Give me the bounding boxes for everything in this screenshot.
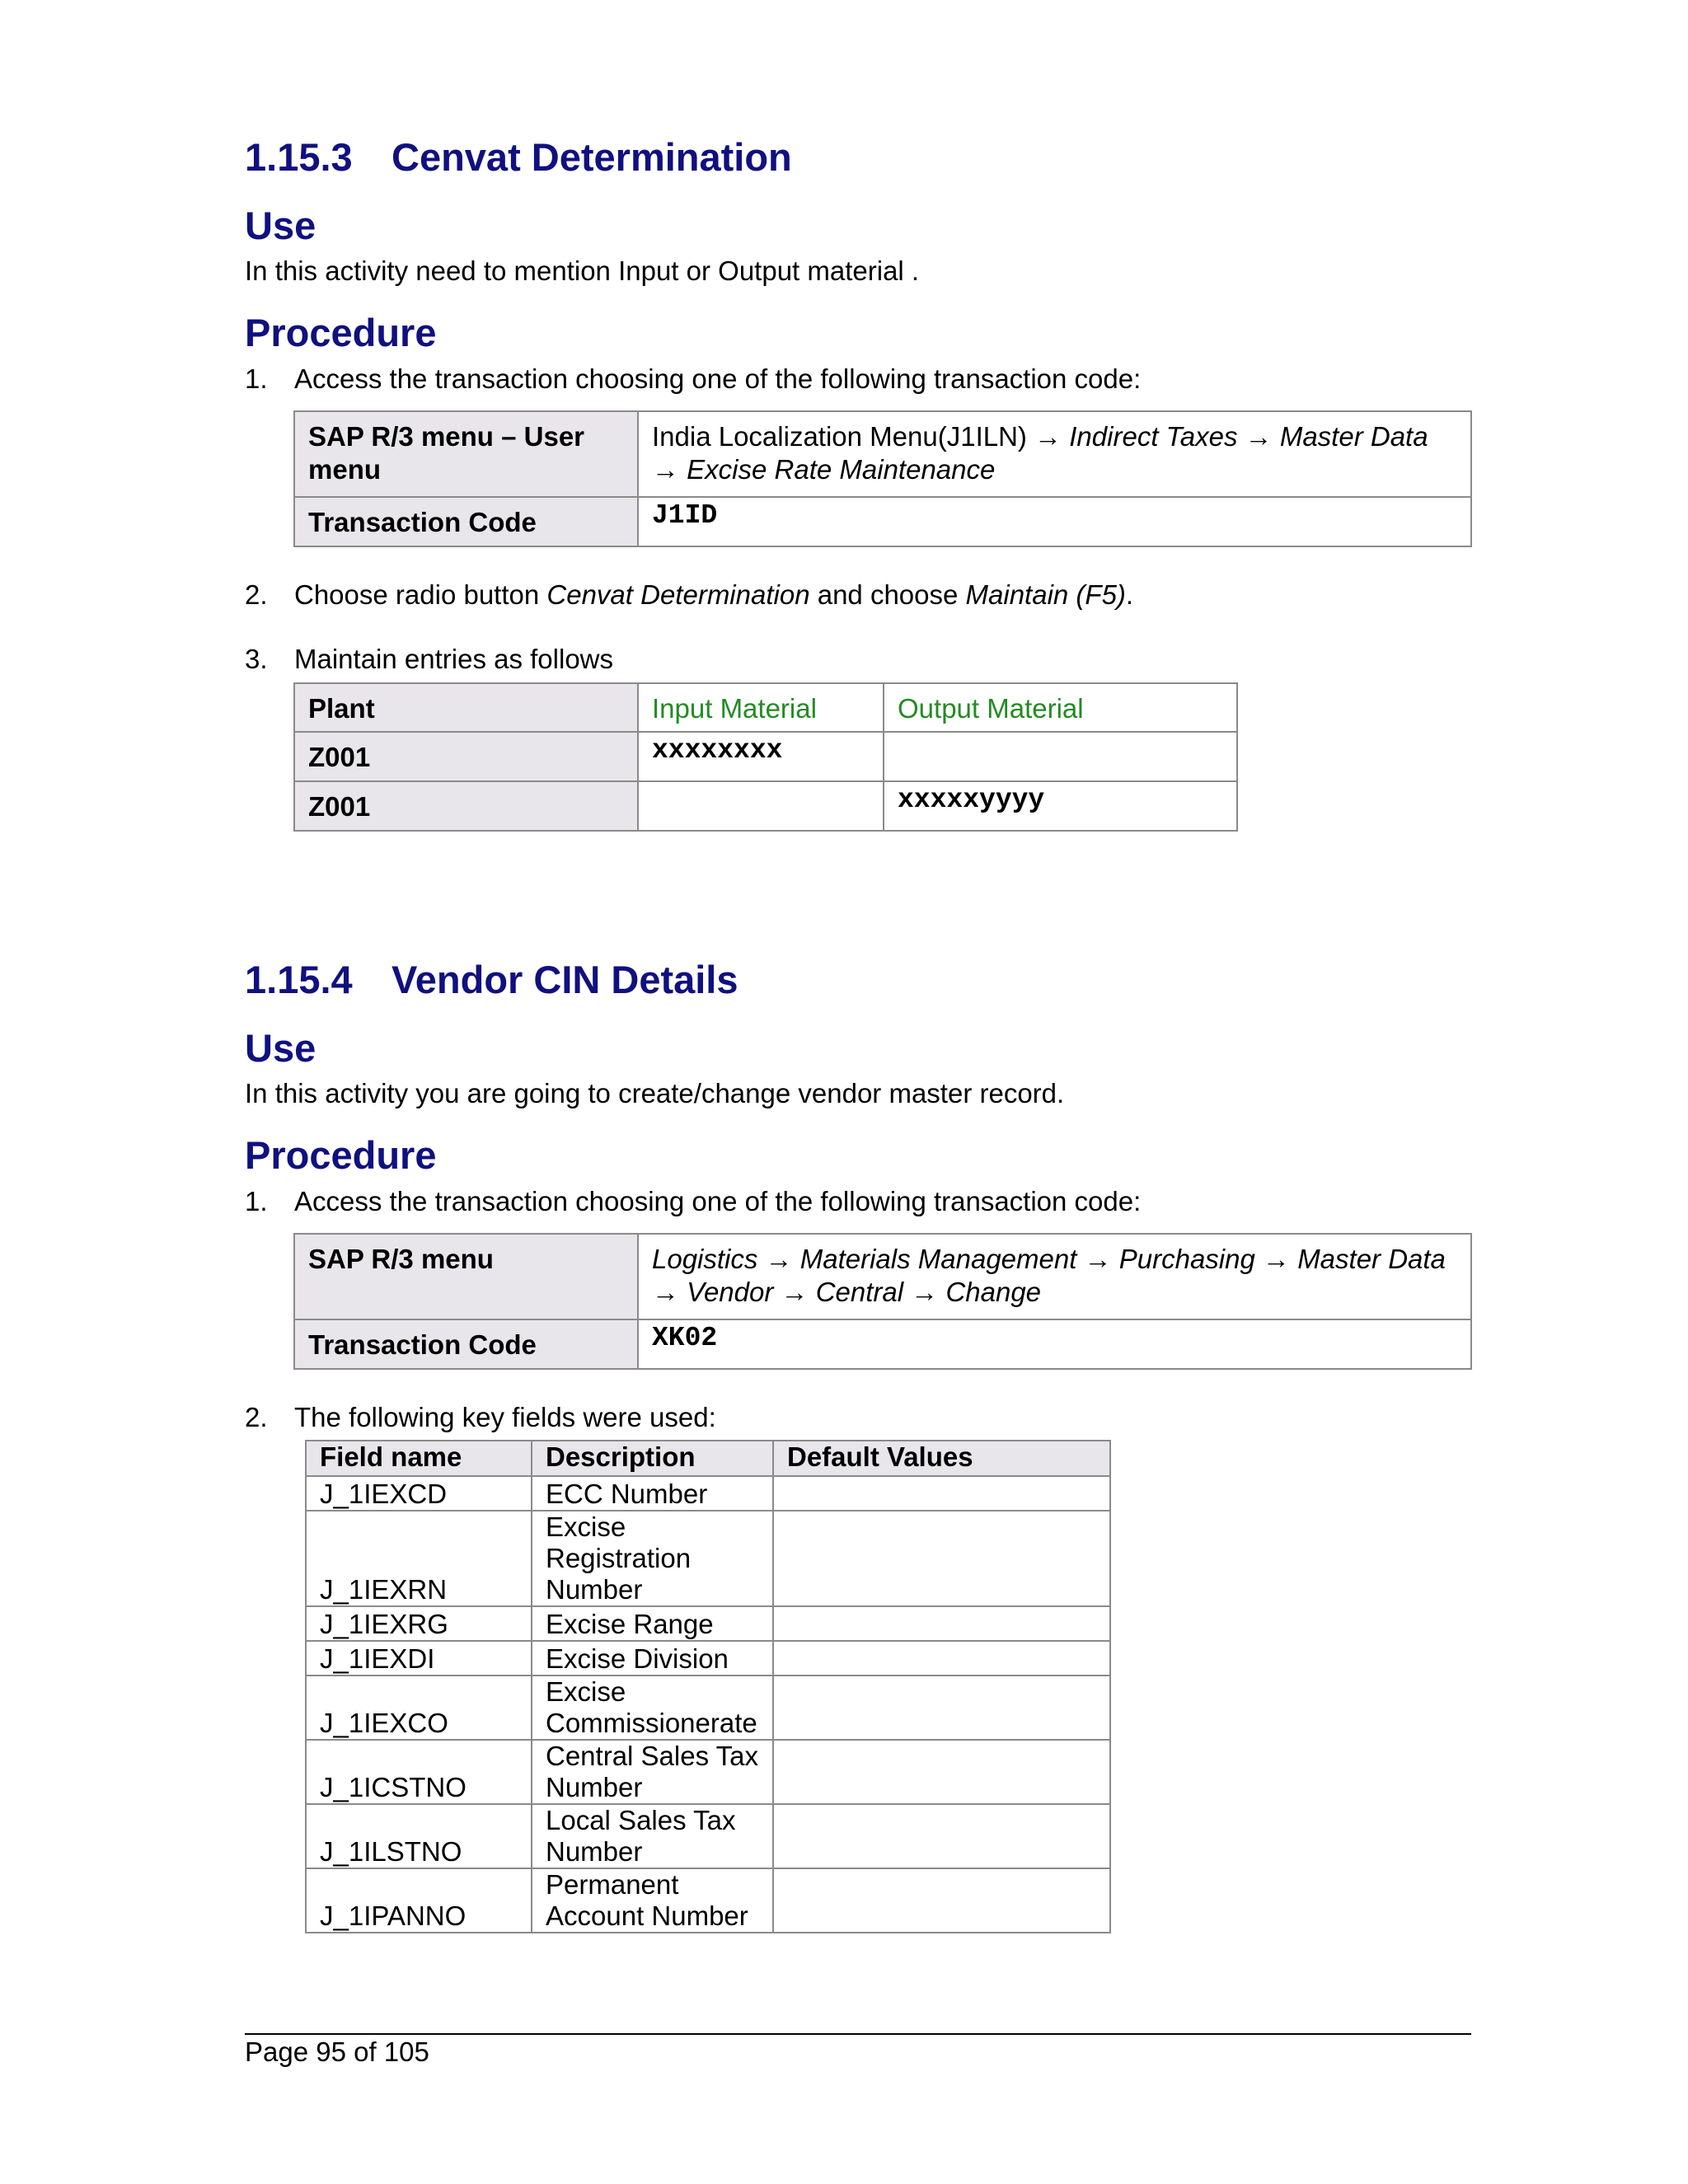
field-name-cell: J_1IEXRN — [306, 1511, 532, 1606]
use-text: In this activity you are going to create/change vendor master record. — [245, 1078, 1065, 1108]
output-material-cell — [884, 732, 1237, 781]
field-name-cell: J_1IEXRG — [306, 1606, 532, 1641]
description-cell: Permanent Account Number — [532, 1868, 773, 1933]
arrow-icon: → — [781, 1277, 809, 1307]
table-row — [306, 1868, 1110, 1933]
table-header-row — [306, 1441, 1110, 1476]
description-cell: Excise Registration Number — [532, 1511, 773, 1606]
page-number: Page 95 of 105 — [245, 2036, 429, 2067]
description-cell: ECC Number — [532, 1476, 773, 1511]
plant-cell: Z001 — [294, 732, 638, 781]
step-1: 1. Access the transaction choosing one of the following transaction code: — [245, 1186, 1142, 1216]
plant-cell: Z001 — [294, 781, 638, 831]
field-name-cell: J_1ICSTNO — [306, 1740, 532, 1804]
header-output-material: Output Material — [884, 683, 1237, 732]
section-number: 1.15.3 — [245, 135, 353, 179]
table-row — [294, 781, 1237, 831]
use-heading: Use — [245, 204, 316, 247]
default-value-cell — [773, 1868, 1110, 1933]
arrow-icon: → — [1034, 421, 1062, 452]
output-material-cell: xxxxxyyyy — [884, 781, 1237, 831]
menu-label-cell: SAP R/3 menu — [294, 1234, 638, 1319]
section-title: Vendor CIN Details — [392, 958, 738, 1001]
step-2: 2. Choose radio button Cenvat Determination and choose Maintain (F5). — [245, 579, 1134, 610]
tcode-label-cell: Transaction Code — [294, 1319, 638, 1369]
arrow-icon: → — [1084, 1244, 1112, 1274]
menu-label-cell: SAP R/3 menu – User menu — [294, 411, 638, 497]
description-cell: Excise Range — [532, 1606, 773, 1641]
menu-path-table — [293, 1233, 1472, 1370]
field-name-cell: J_1IEXCO — [306, 1675, 532, 1740]
table-row — [294, 411, 1471, 497]
description-cell: Local Sales Tax Number — [532, 1804, 773, 1868]
step-1: 1. Access the transaction choosing one of the following transaction code: — [245, 363, 1142, 394]
default-value-cell — [773, 1675, 1110, 1740]
default-value-cell — [773, 1804, 1110, 1868]
field-name-cell: J_1IEXCD — [306, 1476, 532, 1511]
arrow-icon: → — [1263, 1244, 1291, 1274]
header-field-name: Field name — [306, 1441, 532, 1476]
key-fields-table — [305, 1440, 1111, 1933]
field-name-cell: J_1ILSTNO — [306, 1804, 532, 1868]
section-title: Cenvat Determination — [392, 135, 792, 179]
arrow-icon: → — [1245, 421, 1273, 452]
default-value-cell — [773, 1606, 1110, 1641]
section-number: 1.15.4 — [245, 958, 353, 1001]
menu-path-cell: India Localization Menu(J1ILN) → Indirect Taxes → Master Data → Excise Rate Maintenance — [638, 411, 1471, 497]
section-heading-cenvat — [245, 136, 792, 179]
description-cell: Excise Division — [532, 1641, 773, 1675]
table-row — [294, 1234, 1471, 1319]
arrow-icon: → — [652, 454, 679, 485]
default-value-cell — [773, 1740, 1110, 1804]
table-row — [306, 1804, 1110, 1868]
field-name-cell: J_1IEXDI — [306, 1641, 532, 1675]
table-row — [306, 1675, 1110, 1740]
table-header-row — [294, 683, 1237, 732]
table-row — [306, 1606, 1110, 1641]
table-row — [306, 1476, 1110, 1511]
header-default-values: Default Values — [773, 1441, 1110, 1476]
menu-path-cell: Logistics → Materials Management → Purchasing → Master Data → Vendor → Central → Change — [638, 1234, 1471, 1319]
description-cell: Excise Commissionerate — [532, 1675, 773, 1740]
default-value-cell — [773, 1641, 1110, 1675]
tcode-label-cell: Transaction Code — [294, 497, 638, 546]
procedure-heading: Procedure — [245, 1133, 437, 1177]
footer-divider — [245, 2033, 1471, 2035]
tcode-value-cell: XK02 — [638, 1319, 1471, 1369]
description-cell: Central Sales Tax Number — [532, 1740, 773, 1804]
table-row — [306, 1511, 1110, 1606]
header-description: Description — [532, 1441, 773, 1476]
section-heading-vendor-cin — [245, 958, 738, 1001]
table-row — [294, 1319, 1471, 1369]
use-heading: Use — [245, 1026, 316, 1070]
default-value-cell — [773, 1476, 1110, 1511]
input-material-cell — [638, 781, 884, 831]
table-row — [294, 497, 1471, 546]
arrow-icon: → — [765, 1244, 793, 1274]
step-2: 2. The following key fields were used: — [245, 1402, 716, 1432]
arrow-icon: → — [652, 1277, 679, 1307]
tcode-value-cell: J1ID — [638, 497, 1471, 546]
procedure-heading: Procedure — [245, 311, 437, 354]
entries-table — [293, 682, 1238, 832]
table-row — [294, 732, 1237, 781]
header-plant: Plant — [294, 683, 638, 732]
field-name-cell: J_1IPANNO — [306, 1868, 532, 1933]
use-text: In this activity need to mention Input or Output material . — [245, 255, 920, 286]
default-value-cell — [773, 1511, 1110, 1606]
arrow-icon: → — [911, 1277, 939, 1307]
table-row — [306, 1641, 1110, 1675]
menu-path-table — [293, 410, 1472, 547]
step-3: 3. Maintain entries as follows — [245, 644, 614, 674]
table-row — [306, 1740, 1110, 1804]
input-material-cell: xxxxxxxx — [638, 732, 884, 781]
header-input-material: Input Material — [638, 683, 884, 732]
